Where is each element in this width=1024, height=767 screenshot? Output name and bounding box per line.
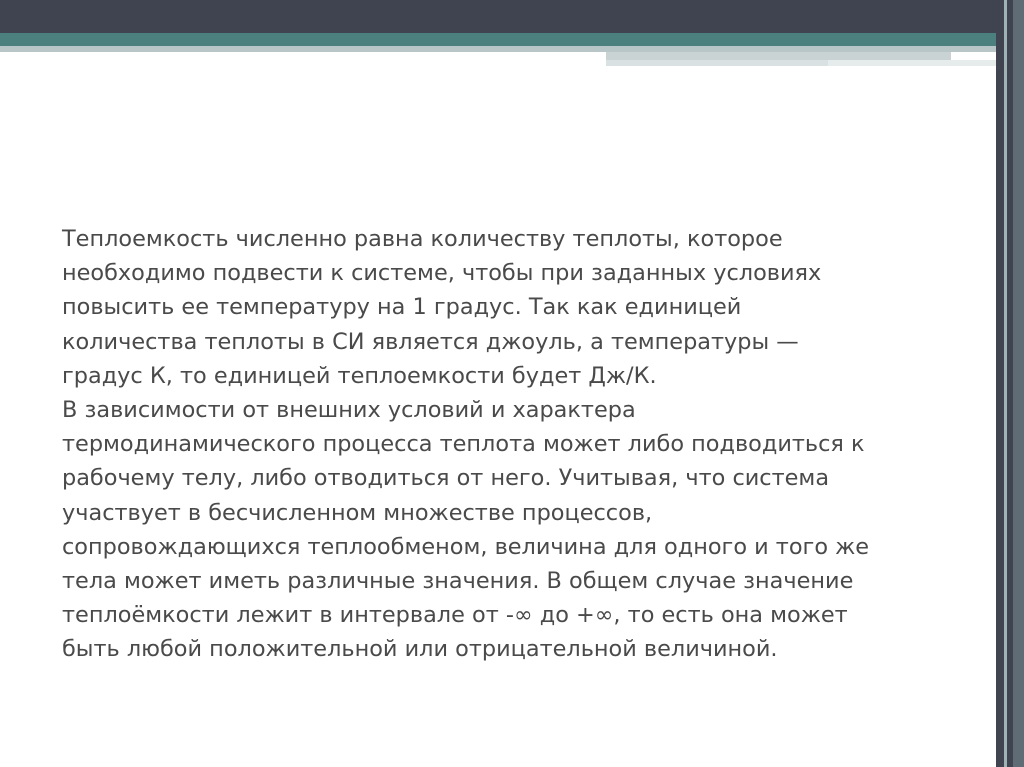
text-line: тела может иметь различные значения. В общем случае значение	[62, 568, 854, 595]
right-edge-stripe	[996, 0, 1004, 767]
header-band-light	[606, 52, 951, 60]
header-band-dark	[0, 0, 1024, 33]
text-line: В зависимости от внешних условий и характера	[62, 397, 636, 424]
text-line: теплоёмкости лежит в интервале от -∞ до +∞, то есть она может	[62, 602, 848, 629]
text-line: градус К, то единицей теплоемкости будет Дж/К.	[62, 362, 657, 389]
text-line: необходимо подвести к системе, чтобы при заданных условиях	[62, 260, 822, 287]
text-line: участвует в бесчисленном множестве процессов,	[62, 499, 653, 526]
right-edge-stripe	[1013, 0, 1024, 767]
text-line: сопровождающихся теплообменом, величина для одного и того же	[62, 533, 870, 560]
text-line: термодинамического процесса теплота может либо подводиться к	[62, 431, 865, 458]
text-line: быть любой положительной или отрицательной величиной.	[62, 636, 778, 663]
text-line: рабочему телу, либо отводиться от него. Учитывая, что система	[62, 465, 830, 492]
header-band-light	[606, 60, 828, 66]
header-band-teal	[0, 33, 1024, 46]
text-line: количества теплоты в СИ является джоуль, а температуры —	[62, 328, 799, 355]
header-band-light	[828, 60, 1000, 66]
text-line: повысить ее температуру на 1 градус. Так как единицей	[62, 294, 742, 321]
text-line: Теплоемкость численно равна количеству теплоты, которое	[62, 226, 783, 252]
body-text	[62, 222, 972, 667]
